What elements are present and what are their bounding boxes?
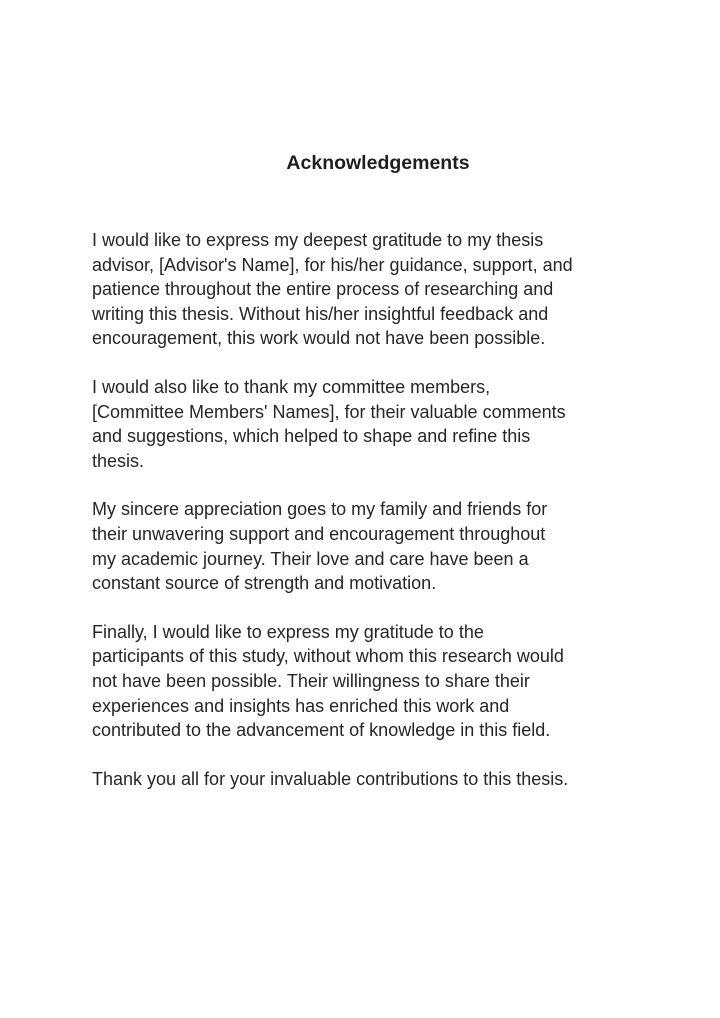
paragraph (92, 228, 668, 351)
text-line: experiences and insights has enriched this work and (92, 695, 510, 716)
text-line: advisor, [Advisor's Name], for his/her guidance, support, and (92, 254, 573, 275)
paragraph (92, 767, 668, 792)
text-line: Thank you all for your invaluable contributions to this thesis. (92, 768, 569, 789)
text-line: encouragement, this work would not have been possible. (92, 328, 546, 349)
text-line: My sincere appreciation goes to my family and friends for (92, 499, 548, 520)
text-line: and suggestions, which helped to shape and refine this (92, 426, 531, 447)
text-line: Finally, I would like to express my gratitude to the (92, 621, 484, 642)
text-line: I would like to express my deepest gratitude to my thesis (92, 230, 544, 250)
paragraph (92, 497, 668, 595)
document-body (92, 228, 668, 791)
text-line: contributed to the advancement of knowledge in this field. (92, 720, 551, 741)
text-line: thesis. (92, 450, 145, 471)
text-line: constant source of strength and motivation. (92, 573, 437, 594)
text-line: my academic journey. Their love and care have been a (92, 548, 529, 569)
paragraph (92, 620, 668, 743)
text-line: writing this thesis. Without his/her insightful feedback and (92, 303, 549, 324)
text-line: [Committee Members' Names], for their valuable comments (92, 401, 566, 422)
text-line: patience throughout the entire process of researching and (92, 279, 554, 300)
text-line: participants of this study, without whom this research would (92, 646, 564, 667)
page-title: Acknowledgements (286, 152, 470, 174)
text-line: not have been possible. Their willingness to share their (92, 670, 530, 691)
text-line: their unwavering support and encouragement throughout (92, 523, 546, 544)
text-line: I would also like to thank my committee members, (92, 376, 491, 397)
paragraph (92, 375, 668, 473)
